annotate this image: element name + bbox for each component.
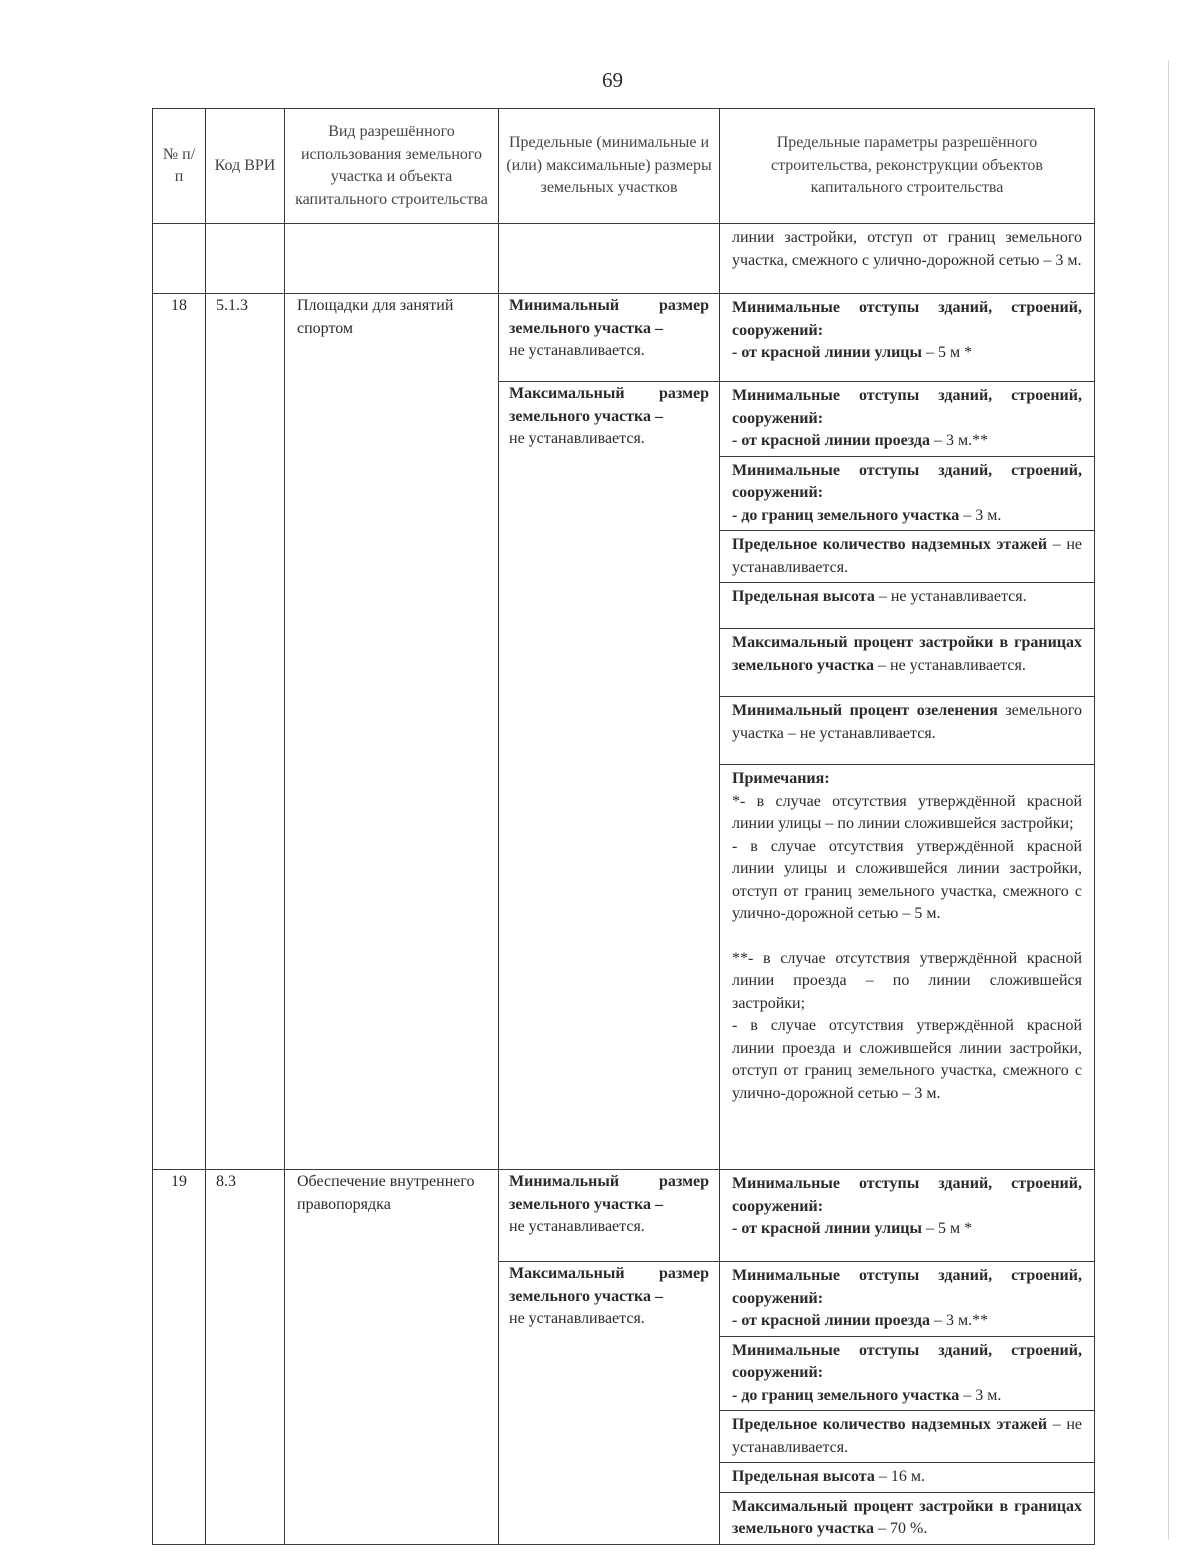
scan-edge-line	[1168, 60, 1169, 1540]
vri-code: 8.3	[206, 1170, 285, 1545]
vri-name: Обеспечение внутреннего правопорядка	[285, 1170, 499, 1545]
notes-cell	[720, 765, 1095, 1170]
row-number: 19	[153, 1170, 206, 1545]
param-cell: Минимальные отступы зданий, строений, сооружений: - до границ земельного участка – 3 м.	[720, 1336, 1095, 1411]
param-cell: Предельное количество надземных этажей – не устанавливается.	[720, 1411, 1095, 1463]
continuation-row	[153, 224, 1095, 294]
land-use-parameters-table	[152, 108, 1095, 1545]
param-cell: Минимальные отступы зданий, строений, сооружений: - до границ земельного участка – 3 м.	[720, 456, 1095, 531]
param-cell: Минимальные отступы зданий, строений, сооружений: - от красной линии улицы – 5 м *	[720, 1170, 1095, 1262]
param-cell: Максимальный процент застройки в границах земельного участка – не устанавливается.	[720, 629, 1095, 697]
min-size-label: Минимальный размер земельного участка –	[509, 1173, 709, 1213]
max-size-label: Максимальный размер земельного участка –	[509, 385, 709, 425]
param-cell: Минимальные отступы зданий, строений, сооружений: - от красной линии проезда – 3 м.**	[720, 382, 1095, 457]
notes-title: Примечания:	[732, 770, 830, 787]
page-number: 69	[602, 68, 623, 92]
row-number: 18	[153, 294, 206, 1170]
min-size-value: не устанавливается.	[509, 1218, 645, 1235]
table-row-19	[153, 1170, 1095, 1262]
max-size-cell	[499, 1262, 720, 1545]
min-size-value: не устанавливается.	[509, 342, 645, 359]
header-sizes: Предельные (минимальные и (или) максимальные) размеры земельных участков	[499, 109, 720, 224]
note: **- в случае отсутствия утверждённой красной линии проезда – по линии сложившейся застройки;	[732, 949, 1082, 1012]
max-size-cell	[499, 382, 720, 1170]
min-size-cell	[499, 294, 720, 382]
max-size-value: не устанавливается.	[509, 1310, 645, 1327]
param-cell: Минимальные отступы зданий, строений, сооружений: - от красной линии улицы – 5 м *	[720, 294, 1095, 382]
table-row-18	[153, 294, 1095, 382]
param-cell: Предельная высота – 16 м.	[720, 1463, 1095, 1493]
table-header-row	[153, 109, 1095, 224]
continuation-text: линии застройки, отступ от границ земельного участка, смежного с улично-дорожной сетью – 3 м.	[720, 224, 1095, 294]
param-cell: Минимальный процент озеленения земельного участка – не устанавливается.	[720, 697, 1095, 765]
note: - в случае отсутствия утверждённой красной линии проезда и сложившейся линии застройки, отступ от границ земельного участка, смежного с улично-дорожной сетью – 3 м.	[732, 1017, 1082, 1102]
vri-code: 5.1.3	[206, 294, 285, 1170]
vri-name: Площадки для занятий спортом	[285, 294, 499, 1170]
max-size-label: Максимальный размер земельного участка –	[509, 1265, 709, 1305]
note: - в случае отсутствия утверждённой красной линии улицы и сложившейся линии застройки, отступ от границ земельного участка, смежного с улично-дорожной сетью – 5 м.	[732, 837, 1082, 922]
header-num: № п/п	[153, 109, 206, 224]
header-code: Код ВРИ	[206, 109, 285, 224]
min-size-cell	[499, 1170, 720, 1262]
param-cell: Минимальные отступы зданий, строений, сооружений: - от красной линии проезда – 3 м.**	[720, 1262, 1095, 1337]
min-size-label: Минимальный размер земельного участка –	[509, 297, 709, 337]
max-size-value: не устанавливается.	[509, 430, 645, 447]
header-params: Предельные параметры разрешённого строительства, реконструкции объектов капитального строительства	[720, 109, 1095, 224]
note: *- в случае отсутствия утверждённой красной линии улицы – по линии сложившейся застройки;	[732, 792, 1082, 832]
param-cell: Предельное количество надземных этажей – не устанавливается.	[720, 531, 1095, 583]
header-vri: Вид разрешённого использования земельного участка и объекта капитального строительства	[285, 109, 499, 224]
param-cell: Предельная высота – не устанавливается.	[720, 583, 1095, 629]
param-cell: Максимальный процент застройки в границах земельного участка – 70 %.	[720, 1492, 1095, 1544]
